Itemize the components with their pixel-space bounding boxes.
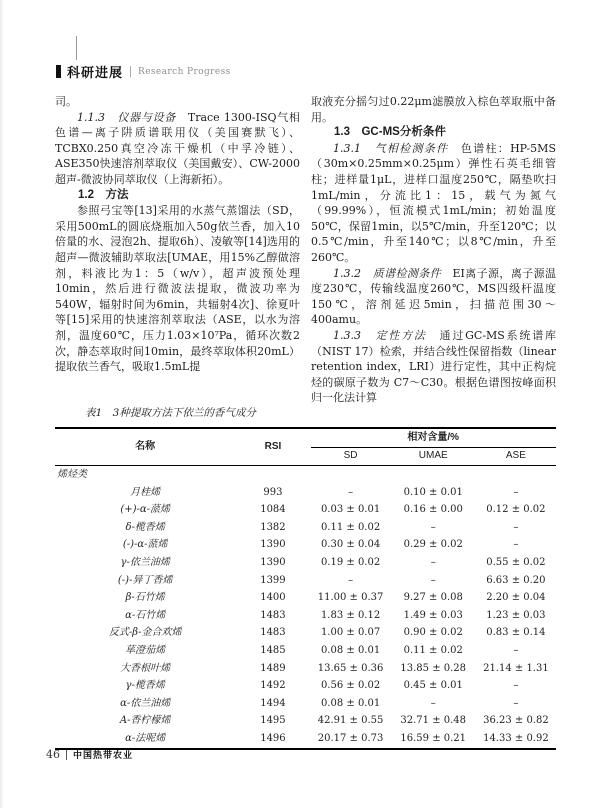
section-1-3-1-body: 色谱柱：HP-5MS（30m×0.25mm×0.25μm）弹性石英毛细管柱；进样量1μL，进样口温度250℃，隔垫吹扫1mL/min，分流比1：15，载气为氮气（99.99%），恒流模式1mL/min；初始温度50℃，保留1min，以5℃/min，升至120℃；以0.5℃/min，升至140℃；以8℃/min，升至260℃。 <box>311 141 556 264</box>
section-title-en: Research Progress <box>138 66 231 77</box>
ase-value: – <box>513 539 519 551</box>
page-number: 46 <box>46 748 60 761</box>
rsi-value: 1494 <box>260 697 286 709</box>
compound-name: 反式-β-金合欢烯 <box>108 627 182 639</box>
rsi-value: 1390 <box>260 556 286 568</box>
table-row <box>55 677 556 695</box>
umae-value: 16.59 ± 0.21 <box>391 730 476 749</box>
compound-name: (+)-α-蒎烯 <box>120 504 171 516</box>
ase-value: – <box>513 680 519 692</box>
rsi-value: 1489 <box>260 662 286 674</box>
section-title-cn: 科研进展 <box>67 65 124 80</box>
sd-value: 13.65 ± 0.36 <box>317 662 384 674</box>
table-title: 表1 3种提取方法下依兰的香气成分 <box>85 407 256 419</box>
ase-value: – <box>513 486 519 498</box>
umae-value: – <box>430 556 436 568</box>
ase-value: 6.63 ± 0.20 <box>486 574 546 586</box>
col-header-ase: ASE <box>476 447 556 466</box>
rsi-value: 993 <box>263 486 283 498</box>
section-1-1-3-label: 1.1.3 仪器与设备 <box>77 110 188 124</box>
umae-value: 1.49 ± 0.03 <box>403 609 463 621</box>
header-divider <box>130 66 131 77</box>
compound-name: β-石竹烯 <box>125 592 165 604</box>
section-1-3-1 <box>311 141 556 266</box>
section-1-3-3-label: 1.3.3 定性方法 <box>333 328 440 342</box>
category-row <box>55 466 556 484</box>
sd-value: 42.91 ± 0.55 <box>317 715 384 727</box>
umae-value: 0.11 ± 0.02 <box>403 644 463 656</box>
col-header-rsi: RSI <box>235 428 310 466</box>
section-1-3-3 <box>311 328 556 406</box>
umae-value: – <box>430 697 436 709</box>
left-column <box>55 94 300 406</box>
section-1-3-heading: 1.3 GC-MS分析条件 <box>334 126 446 139</box>
rsi-value: 1390 <box>260 539 286 551</box>
rsi-value: 1492 <box>260 680 286 692</box>
sd-value: 1.83 ± 0.12 <box>320 609 381 621</box>
compound-name: γ-榄香烯 <box>125 680 165 692</box>
rsi-value: 1084 <box>260 504 286 516</box>
ase-value: – <box>513 697 519 709</box>
umae-value: 0.16 ± 0.00 <box>403 504 463 516</box>
header-tick-line <box>76 36 77 60</box>
compound-name: (-)-异丁香烯 <box>117 574 173 586</box>
compound-name: 月桂烯 <box>130 486 161 498</box>
compound-name: 荜澄茄烯 <box>125 644 166 656</box>
section-1-1-3 <box>55 110 300 188</box>
sd-value: 1.00 ± 0.07 <box>320 627 381 639</box>
ase-value: 2.20 ± 0.04 <box>486 592 546 604</box>
ase-value: 21.14 ± 1.31 <box>483 662 549 674</box>
rsi-value: 1485 <box>260 644 286 656</box>
sd-value: 0.08 ± 0.01 <box>320 697 381 709</box>
journal-name: 中国热带农业 <box>73 750 134 760</box>
sd-value: 0.03 ± 0.01 <box>320 504 381 516</box>
umae-value: 9.27 ± 0.08 <box>403 592 463 604</box>
sd-value: 0.30 ± 0.04 <box>320 539 381 551</box>
ase-value: 0.55 ± 0.02 <box>486 556 546 568</box>
col-header-sd: SD <box>311 447 391 466</box>
section-1-3-2-body: EI离子源，离子源温度230℃，传输线温度260℃，MS四级杆温度150℃，溶剂延迟5min，扫描范围30～400amu。 <box>311 266 556 327</box>
compound-name: A-香柠檬烯 <box>119 715 171 727</box>
right-column <box>311 94 556 406</box>
footer-divider <box>66 750 67 760</box>
table-row <box>55 537 556 555</box>
compound-name: (-)-α-蒎烯 <box>122 539 168 551</box>
table-row <box>55 713 556 731</box>
rsi-value: 1483 <box>260 609 286 621</box>
rsi-value: 1483 <box>260 627 286 639</box>
umae-value: 0.29 ± 0.02 <box>403 539 463 551</box>
ase-value: 36.23 ± 0.82 <box>483 715 549 727</box>
rsi-value: 1382 <box>260 521 286 533</box>
rsi-value: 1496 <box>235 730 310 749</box>
umae-value: 0.45 ± 0.01 <box>403 680 463 692</box>
umae-value: 32.71 ± 0.48 <box>400 715 467 727</box>
table-row <box>55 642 556 660</box>
sd-value: 0.19 ± 0.02 <box>320 556 381 568</box>
sd-value: 11.00 ± 0.37 <box>317 592 384 604</box>
section-1-3-3-body: 通过GC-MS系统谱库（NIST 17）检索，并结合线性保留指数（linear retention index，LRI）进行定性，其中正构烷烃的碳原子数为 C7～C30。根据色谱图按峰面积归一化法计算 <box>311 328 556 405</box>
ase-value: 0.83 ± 0.14 <box>486 627 546 639</box>
rsi-value: 1399 <box>260 574 286 586</box>
rsi-value: 1495 <box>260 715 286 727</box>
aroma-components-table <box>55 427 556 750</box>
compound-name: α-石竹烯 <box>125 609 166 621</box>
table-row <box>55 607 556 625</box>
paragraph-continuation: 取液充分摇匀过0.22μm滤膜放入棕色萃取瓶中备用。 <box>311 95 556 124</box>
sd-value: – <box>348 486 354 498</box>
sd-value: – <box>348 574 354 586</box>
section-1-3-1-label: 1.3.1 气相检测条件 <box>333 141 461 155</box>
table-row <box>55 730 556 749</box>
rsi-value: 1400 <box>260 592 286 604</box>
compound-name: α-法呢烯 <box>55 730 235 749</box>
umae-value: 0.90 ± 0.02 <box>403 627 463 639</box>
body-text <box>55 94 556 406</box>
umae-value: – <box>430 521 436 533</box>
section-1-3-2-label: 1.3.2 质谱检测条件 <box>333 266 453 280</box>
ase-value: 14.33 ± 0.92 <box>476 730 556 749</box>
table-row <box>55 695 556 713</box>
compound-name: δ-榄香烯 <box>125 521 165 533</box>
table-row <box>55 572 556 590</box>
methods-paragraph: 参照弓宝等[13]采用的水蒸气蒸馏法（SD，采用500mL的圆底烧瓶加入50g依兰香，加入10倍量的水、浸泡2h、提取6h）、凌敏等[14]选用的超声—微波辅助萃取法[UMAE，用15%乙醇做溶剂，料液比为1：5（w/v），超声波预处理10min，然后进行微波法提取，微波功率为540W，辐射时间为6min，共辐射4次]、徐夏叶等[15]采用的快速溶剂萃取法（ASE，以水为溶剂，温度60℃，压力1.03×10⁷Pa，循环次数2次，静态萃取时间10min，最终萃取体积20mL）提取依兰香气，吸取1.5mL提 <box>55 204 300 374</box>
col-header-relative-content: 相对含量/% <box>311 428 557 447</box>
col-header-umae: UMAE <box>391 447 476 466</box>
ase-value: – <box>513 521 519 533</box>
compound-name: 大香根叶烯 <box>120 662 171 674</box>
sd-value: 20.17 ± 0.73 <box>311 730 391 749</box>
umae-value: – <box>430 574 436 586</box>
compound-name: γ-依兰油烯 <box>120 556 170 568</box>
section-1-3-2 <box>311 266 556 328</box>
category-label: 烯烃类 <box>57 468 87 480</box>
section-header-bar <box>56 65 61 78</box>
table-row <box>55 484 556 502</box>
section-header <box>56 62 231 81</box>
paragraph-continuation: 司。 <box>55 95 77 108</box>
page-footer <box>46 748 133 761</box>
sd-value: 0.11 ± 0.02 <box>320 521 381 533</box>
table-row <box>55 589 556 607</box>
table-row <box>55 501 556 519</box>
table-row <box>55 519 556 537</box>
table-row <box>55 554 556 572</box>
umae-value: 13.85 ± 0.28 <box>400 662 467 674</box>
table-row <box>55 660 556 678</box>
table-row <box>55 625 556 643</box>
table-1-block <box>55 405 556 750</box>
page-edge <box>0 0 4 808</box>
ase-value: 0.12 ± 0.02 <box>486 504 546 516</box>
ase-value: 1.23 ± 0.03 <box>486 609 546 621</box>
sd-value: 0.08 ± 0.01 <box>320 644 381 656</box>
sd-value: 0.56 ± 0.02 <box>320 680 381 692</box>
col-header-name: 名称 <box>55 428 235 466</box>
section-1-1-3-body: Trace 1300-ISQ气相色谱—离子阱质谱联用仪（美国赛默飞）、TCBX0.250真空冷冻干燥机（中孚冷链）、ASE350快速溶剂萃取仪（美国戴安）、CW-2000超声-微波协同萃取仪（上海新拓）。 <box>55 110 300 186</box>
compound-name: α-依兰油烯 <box>120 697 171 709</box>
ase-value: – <box>513 644 519 656</box>
section-1-2-heading: 1.2 方法 <box>78 188 129 201</box>
umae-value: 0.10 ± 0.01 <box>403 486 463 498</box>
